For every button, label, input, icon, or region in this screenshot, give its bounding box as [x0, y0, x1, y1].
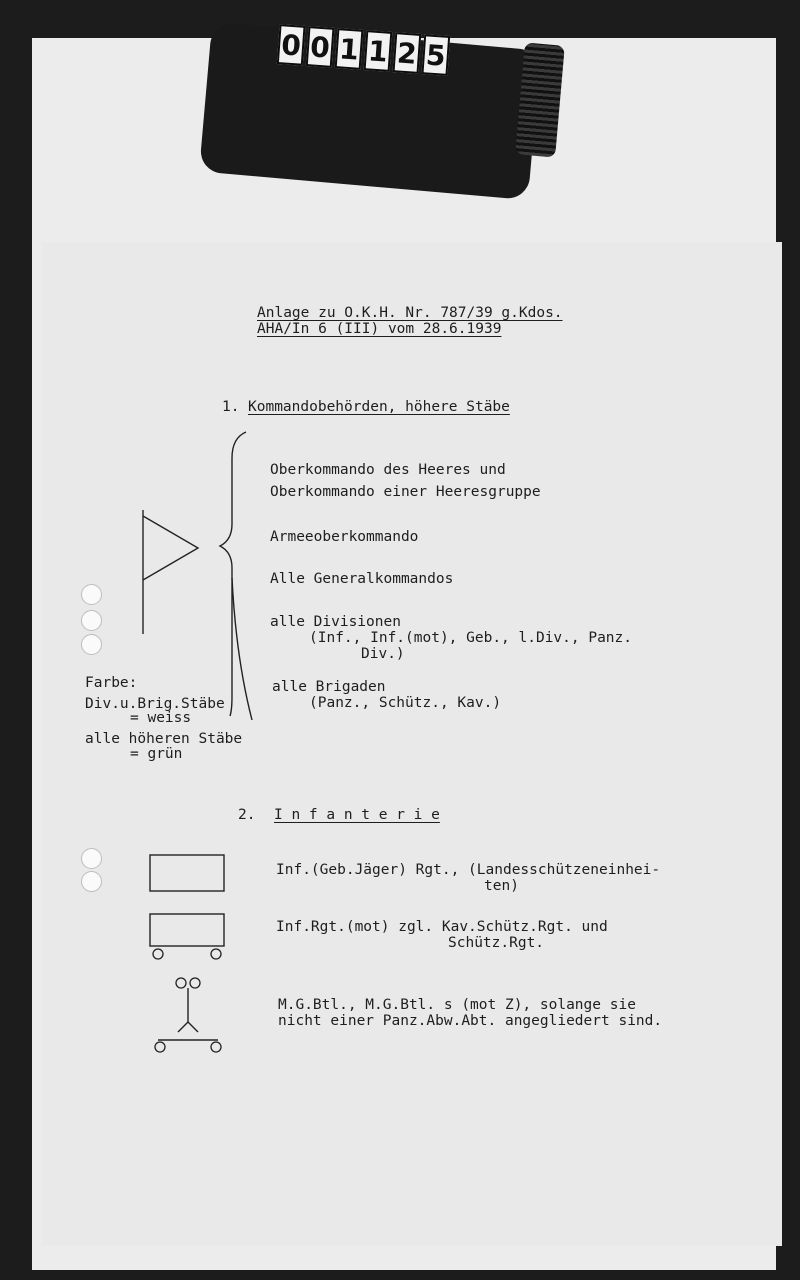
section-2-item: Schütz.Rgt. — [448, 935, 545, 951]
farbe-line: Div.u.Brig.Stäbe — [85, 696, 225, 712]
section-1-item: Div.) — [361, 646, 405, 662]
counter-digit: 0 — [277, 24, 306, 66]
farbe-line: = grün — [130, 746, 183, 762]
counter-digit: 0 — [306, 26, 335, 68]
section-2-item: Inf.(Geb.Jäger) Rgt., (Landesschützeneinhei- — [276, 862, 661, 878]
section-2-title: I n f a n t e r i e — [274, 807, 440, 823]
header-line-2: AHA/In 6 (III) vom 28.6.1939 — [257, 321, 502, 337]
section-2-item: nicht einer Panz.Abw.Abt. angegliedert sind. — [278, 1013, 663, 1029]
section-1-item: Oberkommando einer Heeresgruppe — [270, 484, 541, 500]
curly-brace-icon — [212, 428, 258, 724]
section-1-number: 1. — [222, 399, 240, 415]
section-1-item: Alle Generalkommandos — [270, 571, 454, 587]
counter-digit: 1 — [364, 30, 393, 72]
farbe-line: = weiss — [130, 710, 192, 726]
punch-hole — [81, 871, 102, 892]
machine-gun-battalion-icon — [152, 970, 226, 1056]
punch-hole — [81, 584, 102, 605]
command-pennant-icon — [138, 506, 204, 638]
farbe-line: alle höheren Stäbe — [85, 731, 243, 747]
section-1-item: Oberkommando des Heeres und — [270, 462, 506, 478]
section-2-item: M.G.Btl., M.G.Btl. s (mot Z), solange sie — [278, 997, 636, 1013]
document-page — [42, 242, 782, 1246]
punch-hole — [81, 634, 102, 655]
section-1-item: alle Brigaden — [272, 679, 386, 695]
motorized-regiment-icon — [148, 912, 228, 962]
section-2-item: Inf.Rgt.(mot) zgl. Kav.Schütz.Rgt. und — [276, 919, 608, 935]
punch-hole — [81, 610, 102, 631]
section-1-item: Armeeoberkommando — [270, 529, 419, 545]
farbe-label: Farbe: — [85, 675, 138, 691]
punch-hole — [81, 848, 102, 869]
section-1-title: Kommandobehörden, höhere Stäbe — [248, 399, 510, 415]
header-line-1: Anlage zu O.K.H. Nr. 787/39 g.Kdos. — [257, 305, 563, 321]
section-1-item: alle Divisionen — [270, 614, 401, 630]
counter-digit: 2 — [393, 32, 422, 74]
section-2-number: 2. — [238, 807, 256, 823]
counter-digit: 5 — [421, 34, 450, 76]
counter-digit: 1 — [335, 28, 364, 70]
section-1-item: (Panz., Schütz., Kav.) — [309, 695, 502, 711]
section-1-item: (Inf., Inf.(mot), Geb., l.Div., Panz. — [309, 630, 633, 646]
infantry-regiment-icon — [148, 853, 228, 895]
section-2-item: ten) — [484, 878, 519, 894]
